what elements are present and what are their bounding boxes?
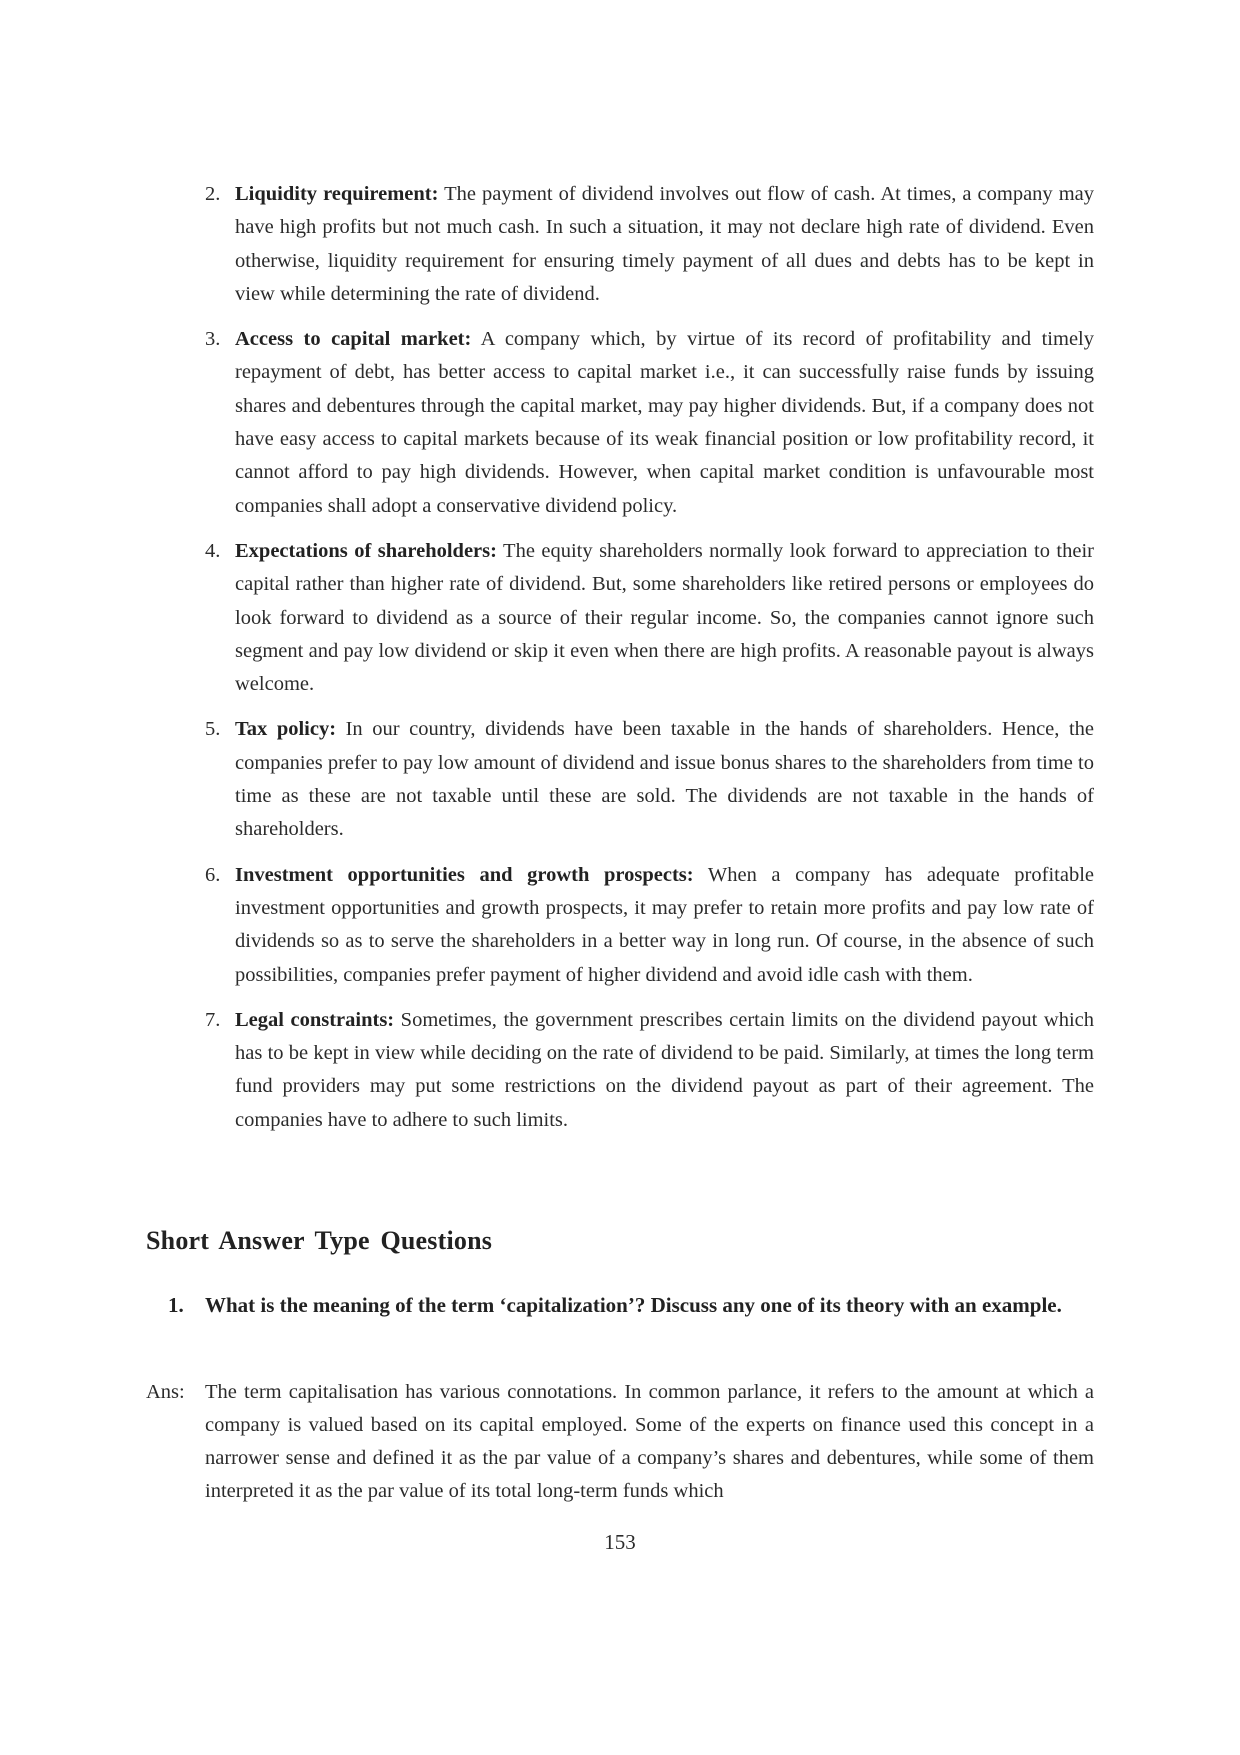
question-number: 1. (168, 1293, 184, 1317)
list-item-number: 2. (205, 183, 221, 205)
list-item (205, 323, 1094, 523)
question (168, 1288, 1094, 1322)
list-item-term: Expectations of shareholders: (235, 539, 497, 562)
list-item (205, 535, 1094, 701)
page-number: 153 (604, 1530, 636, 1554)
list-item-term: Liquidity requirement: (235, 183, 439, 205)
list-item (205, 178, 1094, 311)
answer-label: Ans: (146, 1381, 185, 1403)
list-item-text: A company which, by virtue of its record of profitability and timely repayment of debt, has better access to capital market i.e., it can successfully raise funds by issuing shares and debentures through the capital market, may pay higher dividends. But, if a company does not have easy access to capital markets because of its weak financial position or low profitability record, it cannot afford to pay high dividends. However, when capital market condition is unfavourable most companies shall adopt a conservative dividend policy. (235, 328, 1094, 517)
list-item-text: When a company has adequate profitable investment opportunities and growth prospects, it may prefer to retain more profits and pay low rate of dividends so as to serve the shareholders in a better way in long run. Of course, in the absence of such possibilities, companies prefer payment of higher dividend and avoid idle cash with them. (235, 863, 1094, 986)
list-item-number: 4. (205, 539, 221, 562)
dividend-factors-list (205, 178, 1094, 1149)
list-item-number: 7. (205, 1008, 221, 1031)
list-item-term: Access to capital market: (235, 328, 472, 351)
list-item-text: The payment of dividend involves out flow of cash. At times, a company may have high profits but not much cash. In such a situation, it may not declare high rate of dividend. Even otherwise, liquidity requirement for ensuring timely payment of all dues and debts has to be kept in view while determining the rate of dividend. (235, 183, 1094, 305)
list-item (205, 713, 1094, 846)
list-item-text: In our country, dividends have been taxable in the hands of shareholders. Hence, the companies prefer to pay low amount of dividend and issue bonus shares to the shareholders from time to time as these are not taxable until these are sold. The dividends are not taxable in the hands of shareholders. (235, 718, 1094, 841)
answer-text: The term capitalisation has various connotations. In common parlance, it refers to the amount at which a company is valued based on its capital employed. Some of the experts on finance used this concept in a narrower sense and defined it as the par value of a company’s shares and debentures, while some of them interpreted it as the par value of its total long-term funds which (205, 1381, 1094, 1502)
list-item-number: 5. (205, 718, 221, 741)
list-item-term: Tax policy: (235, 718, 337, 741)
list-item (205, 1004, 1094, 1137)
list-item-term: Investment opportunities and growth prospects: (235, 863, 694, 886)
section-heading: Short Answer Type Questions (146, 1226, 493, 1255)
list-item (205, 859, 1094, 992)
answer (146, 1376, 1094, 1508)
list-item-text: Sometimes, the government prescribes certain limits on the dividend payout which has to be kept in view while deciding on the rate of dividend to be paid. Similarly, at times the long term fund providers may put some restrictions on the dividend payout as part of their agreement. The companies have to adhere to such limits. (235, 1008, 1094, 1131)
list-item-text: The equity shareholders normally look forward to appreciation to their capital rather than higher rate of dividend. But, some shareholders like retired persons or employees do look forward to dividend as a source of their regular income. So, the companies cannot ignore such segment and pay low dividend or skip it even when there are high profits. A reasonable payout is always welcome. (235, 539, 1094, 696)
question-text: What is the meaning of the term ‘capitalization’? Discuss any one of its theory with an example. (205, 1293, 1062, 1317)
list-item-number: 6. (205, 863, 221, 886)
list-item-number: 3. (205, 328, 221, 351)
list-item-term: Legal constraints: (235, 1008, 395, 1031)
